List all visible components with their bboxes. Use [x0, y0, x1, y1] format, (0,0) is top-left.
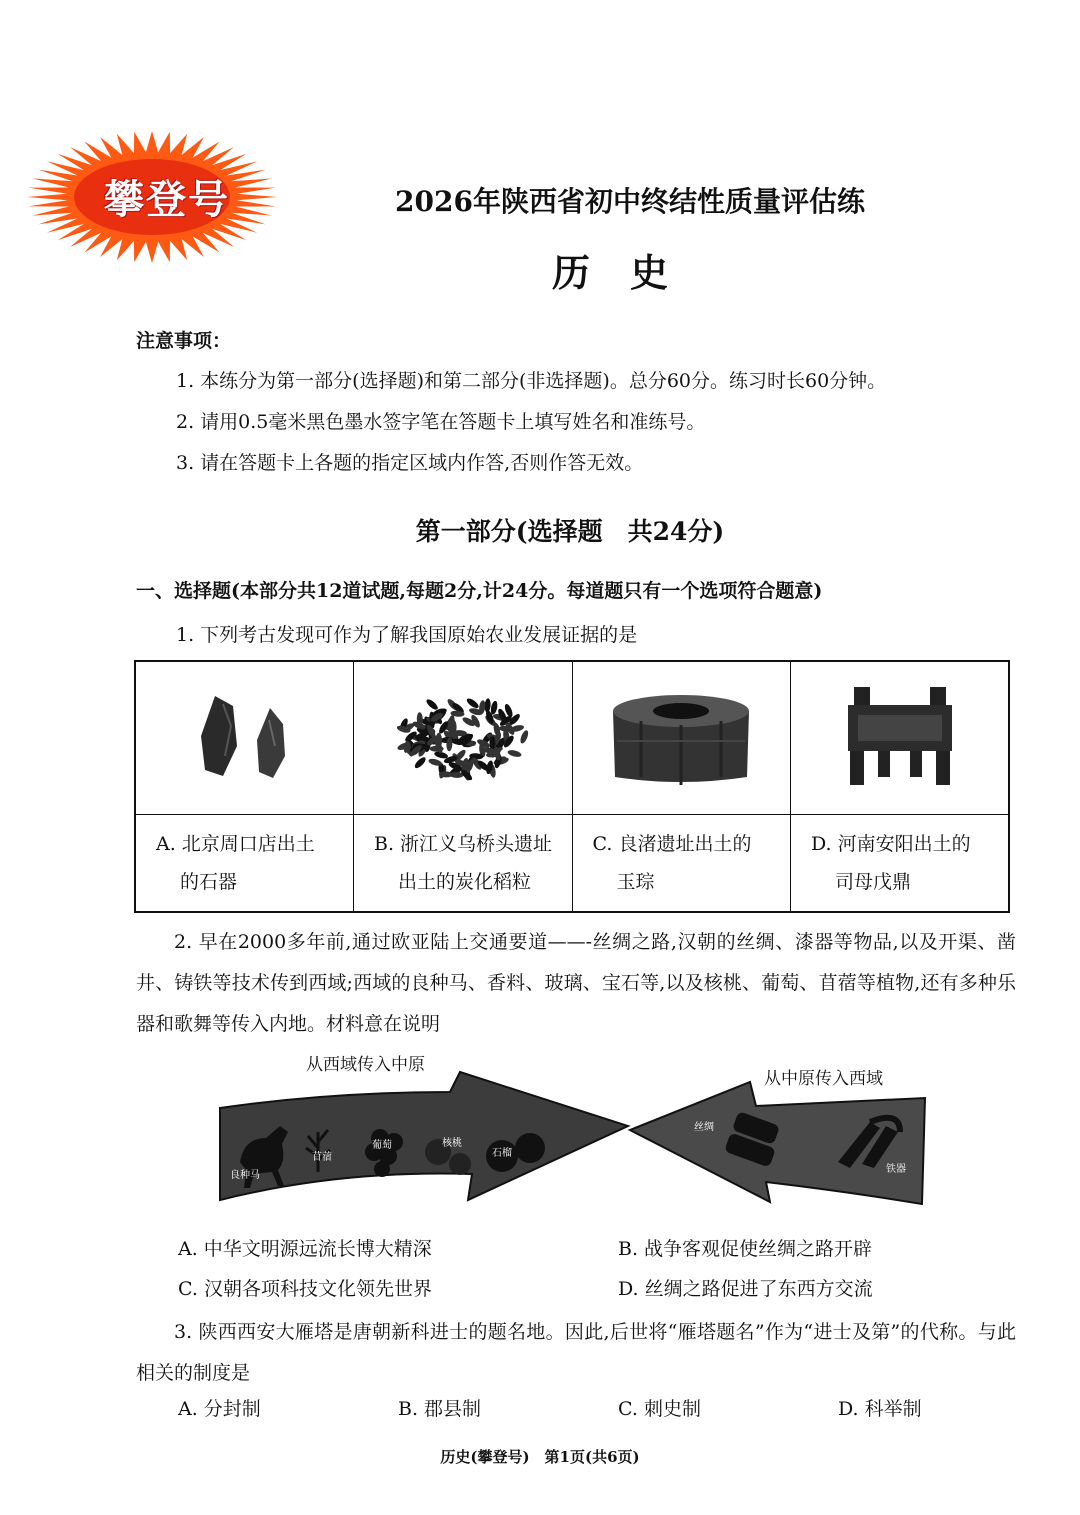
notice-item-2: 2. 请用0.5毫米黑色墨水签字笔在答题卡上填写姓名和准练号。: [176, 411, 706, 433]
q1-option-c[interactable]: [572, 815, 791, 913]
q1-option-d-line2: 司母戊鼎: [835, 871, 912, 893]
figure-tag-walnut: 核桃: [442, 1138, 462, 1149]
q2-option-a[interactable]: A. 中华文明源远流长博大精深: [178, 1238, 432, 1260]
q1-option-b-line2: 出土的炭化稻粒: [398, 871, 532, 893]
jade-cong-icon: [601, 681, 761, 791]
figure-left-label: 从西域传入中原: [306, 1055, 425, 1075]
bronze-ding-icon: [830, 681, 970, 791]
badge-label: 攀登号: [104, 176, 230, 223]
q3-option-d[interactable]: D. 科举制: [838, 1398, 922, 1420]
stone-tools-icon: [185, 686, 305, 786]
q2-option-d[interactable]: D. 丝绸之路促进了东西方交流: [618, 1278, 873, 1300]
q1-option-c-line2: 玉琮: [616, 871, 655, 893]
exam-title: 2026年陕西省初中终结性质量评估练: [395, 185, 865, 218]
q1-option-d[interactable]: [791, 815, 1010, 913]
q1-stem: 1. 下列考古发现可作为了解我国原始农业发展证据的是: [176, 624, 638, 646]
figure-tag-grape: 葡萄: [372, 1140, 392, 1151]
notice-item-3: 3. 请在答题卡上各题的指定区域内作答,否则作答无效。: [176, 452, 644, 474]
q1-option-b[interactable]: [354, 815, 573, 913]
q1-image-b: [354, 661, 573, 815]
q3-option-b[interactable]: B. 郡县制: [398, 1398, 482, 1420]
figure-tag-silk: 丝绸: [694, 1122, 714, 1133]
q1-image-d: [791, 661, 1010, 815]
q1-option-b-line1: B. 浙江义乌桥头遗址: [374, 833, 553, 855]
page-footer: 历史(攀登号) 第1页(共6页): [440, 1448, 640, 1466]
rice-grains-icon: [388, 681, 538, 791]
q3-option-a[interactable]: A. 分封制: [178, 1398, 261, 1420]
section1-heading: 一、选择题(本部分共12道试题,每题2分,计24分。每道题只有一个选项符合题意): [136, 580, 823, 602]
figure-tag-pomegranate: 石榴: [492, 1148, 512, 1159]
part1-heading: 第一部分(选择题 共24分): [415, 517, 725, 546]
figure-tag-horse: 良种马: [230, 1170, 260, 1181]
q1-image-c: [572, 661, 791, 815]
q1-option-d-line1: D. 河南安阳出土的: [811, 833, 971, 855]
figure-tag-alfalfa: 苜蓿: [312, 1152, 332, 1163]
q1-option-c-line1: C. 良渚遗址出土的: [592, 833, 752, 855]
q1-option-a-line1: A. 北京周口店出土: [156, 833, 315, 855]
q1-option-a-line2: 的石器: [180, 871, 238, 893]
subject-title: 历史: [551, 250, 708, 295]
q1-option-a[interactable]: [135, 815, 354, 913]
q3-option-c[interactable]: C. 刺史制: [618, 1398, 701, 1420]
figure-tag-iron: 铁器: [886, 1164, 906, 1175]
figure-right-label: 从中原传入西域: [764, 1069, 883, 1089]
notice-heading: 注意事项：: [136, 330, 232, 352]
q2-option-b[interactable]: B. 战争客观促使丝绸之路开辟: [618, 1238, 873, 1260]
q2-option-c[interactable]: C. 汉朝各项科技文化领先世界: [178, 1278, 432, 1300]
q1-image-a: [135, 661, 354, 815]
q2-stem: 2. 早在2000多年前,通过欧亚陆上交通要道——-丝绸之路,汉朝的丝绸、漆器等物品,以及开渠、凿井、铸铁等技术传到西域;西域的良种马、香料、玻璃、宝石等,以及核桃、葡萄、苜蓿等植物,还有多种乐器和歌舞等传入内地。材料意在说明: [136, 931, 1016, 1035]
q1-options-table: [134, 660, 1010, 913]
q3-stem: 3. 陕西西安大雁塔是唐朝新科进士的题名地。因此,后世将“雁塔题名”作为“进士及第”的代称。与此相关的制度是: [136, 1321, 1016, 1384]
notice-item-1: 1. 本练分为第一部分(选择题)和第二部分(非选择题)。总分60分。练习时长60分钟。: [176, 370, 887, 392]
